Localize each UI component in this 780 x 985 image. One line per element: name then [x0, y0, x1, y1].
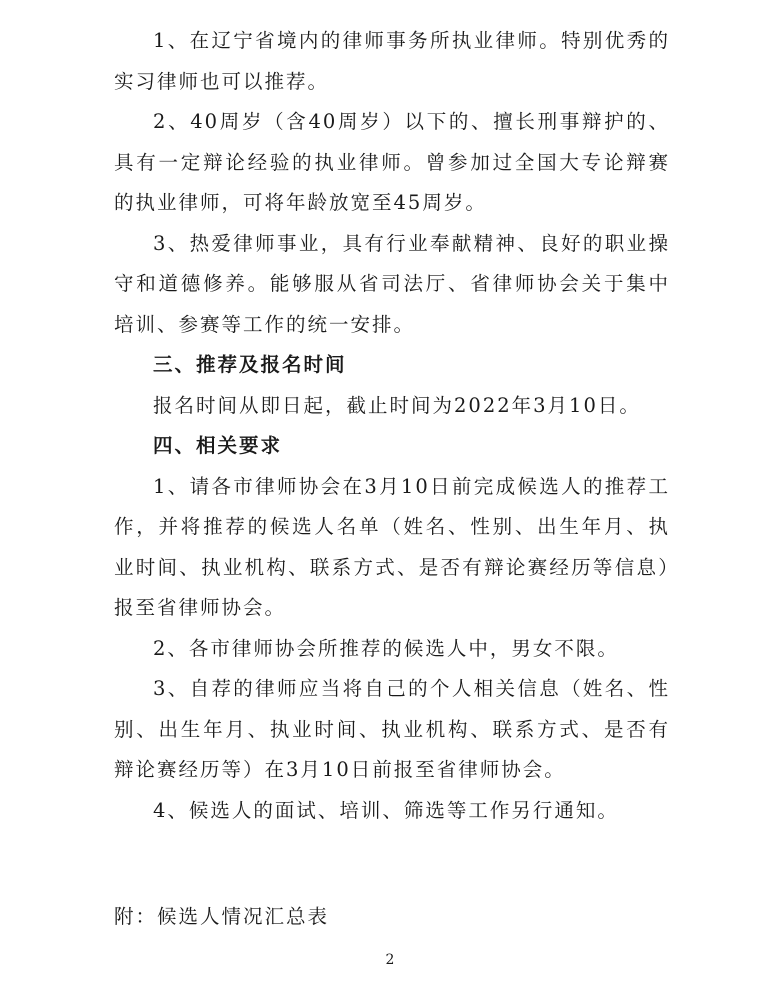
requirement-item-4: 4、候选人的面试、培训、筛选等工作另行通知。	[153, 798, 619, 822]
page-number: 2	[385, 952, 395, 968]
document-body	[114, 21, 670, 831]
attachment-note: 附：候选人情况汇总表	[114, 905, 330, 928]
section-heading-requirements: 四、相关要求	[153, 434, 283, 457]
requirement-item-2: 2、各市律师协会所推荐的候选人中，男女不限。	[153, 636, 619, 660]
requirement-item-3: 3、自荐的律师应当将自己的个人相关信息（姓名、性别、出生年月、执业时间、执业机构、联系方式、是否有辩论赛经历等）在3月10日前报至省律师协会。	[114, 677, 670, 781]
requirement-item-1: 1、请各市律师协会在3月10日前完成候选人的推荐工作，并将推荐的候选人名单（姓名、性别、出生年月、执业时间、执业机构、联系方式、是否有辩论赛经历等信息）报至省律师协会。	[114, 474, 670, 619]
eligibility-item-3: 3、热爱律师事业，具有行业奉献精神、良好的职业操守和道德修养。能够服从省司法厅、省律师协会关于集中培训、参赛等工作的统一安排。	[114, 231, 670, 336]
registration-deadline: 报名时间从即日起，截止时间为2022年3月10日。	[153, 393, 641, 417]
section-heading-registration: 三、推荐及报名时间	[153, 353, 347, 376]
eligibility-item-1: 1、在辽宁省境内的律师事务所执业律师。特别优秀的实习律师也可以推荐。	[114, 29, 670, 93]
eligibility-item-2: 2、40周岁（含40周岁）以下的、擅长刑事辩护的、具有一定辩论经验的执业律师。曾参加过全国大专论辩赛的执业律师，可将年龄放宽至45周岁。	[114, 110, 670, 214]
